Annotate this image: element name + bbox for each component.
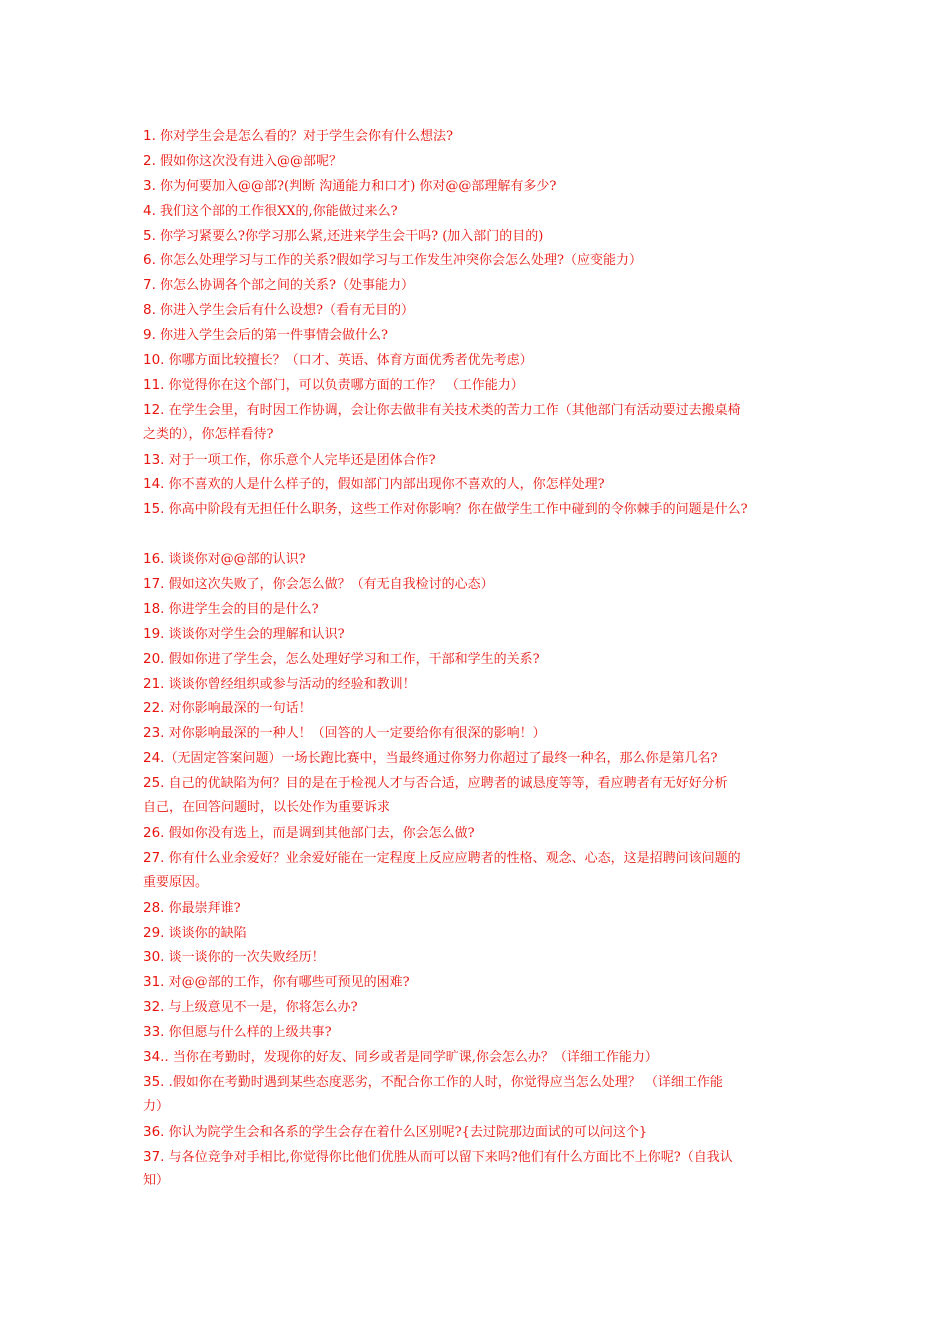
question-line [143,273,815,298]
question-number: 32. [143,999,165,1016]
question-text: （无固定答案问题）一场长跑比赛中，当最终通过你努力你超过了最终一种名，那么你是第几名? [164,751,718,767]
question-continuation-line [143,796,815,821]
question-text: 重要原因。 [143,874,209,890]
question-text: 你怎么协调各个部之间的关系?（处事能力） [155,278,414,294]
question-text: 你高中阶段有无担任什么职务，这些工作对你影响？你在做学生工作中碰到的令你棘手的问题是什么? [164,502,748,518]
question-text: 知） [143,1173,170,1189]
question-text: 力） [143,1098,170,1114]
question-text: 之类的），你怎样看待? [143,426,274,442]
question-line [143,896,815,921]
question-text: 对于一项工作，你乐意个人完毕还是团体合作? [164,452,436,468]
question-line [143,1070,815,1095]
question-text: 我们这个部的工作很XX的,你能做过来么? [155,203,398,219]
question-line [143,746,815,771]
question-text: 你进学生会的目的是什么? [164,601,319,617]
question-text: 你怎么处理学习与工作的关系?假如学习与工作发生冲突你会怎么处理?（应变能力） [155,253,642,269]
question-text: 在学生会里，有时因工作协调，会让你去做非有关技术类的苦力工作（其他部门有活动要过去搬桌椅 [164,402,741,418]
question-line [143,597,815,622]
question-text: 你认为院学生会和各系的学生会存在着什么区别呢?{去过院那边面试的可以问这个} [164,1124,648,1140]
question-number: 29. [143,924,165,941]
question-text: 对@@部的工作，你有哪些可预见的困难? [164,975,410,991]
question-continuation-line [143,1095,815,1120]
question-text: 谈谈你曾经组织或参与活动的经验和教训！ [164,676,416,692]
question-line [143,472,815,497]
question-text: 与各位竞争对手相比,你觉得你比他们优胜从而可以留下来吗?他们有什么方面比不上你呢?（自我认 [164,1149,733,1165]
question-line [143,945,815,970]
question-number: 11. [143,376,165,393]
question-text: 你不喜欢的人是什么样子的，假如部门内部出现你不喜欢的人，你怎样处理? [164,477,605,493]
question-text: 假如你没有选上，而是调到其他部门去，你会怎么做? [164,825,475,841]
question-line [143,1045,815,1070]
blank-line [143,522,815,547]
question-number: 26. [143,824,165,841]
question-number: 4. [143,202,156,219]
question-number: 3. [143,177,156,194]
question-number: 9. [143,327,156,344]
question-line [143,199,815,224]
question-line [143,1020,815,1045]
question-number: 7. [143,277,156,294]
question-text: 你有什么业余爱好？业余爱好能在一定程度上反应应聘者的性格、观念、心态，这是招聘问该问题的 [164,850,741,866]
question-line [143,771,815,796]
question-text: 对你影响最深的一种人！（回答的人一定要给你有很深的影响！） [164,726,546,742]
question-number: 1. [143,128,156,144]
question-number: 12. [143,401,165,418]
question-number: 31. [143,974,165,991]
question-text: 自己，在回答问题时，以长处作为重要诉求 [143,800,391,816]
question-number: 2. [143,152,156,169]
question-number: 36. [143,1123,165,1140]
question-number: 20. [143,650,165,667]
question-line [143,672,815,697]
question-line [143,921,815,946]
question-text: 假如你这次没有进入@@部呢？ [155,153,343,169]
question-number: 33. [143,1024,165,1041]
question-line [143,572,815,597]
question-line [143,149,815,174]
question-number: 17. [143,576,165,593]
question-line [143,124,815,149]
question-number: 25. [143,775,165,792]
question-number: 22. [143,700,165,717]
question-number: 35. [143,1073,165,1090]
question-text: 假如这次失败了，你会怎么做？（有无自我检讨的心态） [164,577,494,593]
question-line [143,721,815,746]
question-line [143,995,815,1020]
question-text: 对你影响最深的一句话！ [164,701,312,717]
question-number: 21. [143,675,165,692]
question-text: 你觉得你在这个部门，可以负责哪方面的工作？ （工作能力） [164,377,524,393]
question-number: 14. [143,476,165,493]
document-body [143,124,815,1194]
question-text: 与上级意见不一是，你将怎么办? [164,1000,358,1016]
question-line [143,224,815,249]
question-text: 谈谈你对@@部的认识? [164,552,306,568]
question-text: .假如你在考勤时遇到某些态度恶劣，不配合你工作的人时，你觉得应当怎么处理？ （详细工作能 [164,1074,723,1090]
question-line [143,323,815,348]
question-number: 28. [143,899,165,916]
question-text: 你哪方面比较擅长？（口才、英语、体育方面优秀者优先考虑） [164,353,533,369]
question-text: 你为何要加入@@部?(判断 沟通能力和口才) 你对@@部理解有多少? [155,178,557,194]
question-number: 18. [143,600,165,617]
question-continuation-line [143,1169,815,1194]
question-line [143,622,815,647]
question-number: 10. [143,352,165,369]
question-text: 谈谈你的缺陷 [164,925,247,941]
question-number: 23. [143,725,165,742]
question-number: 37. [143,1148,165,1165]
question-text: 谈一谈你的一次失败经历！ [164,950,325,966]
question-text: 你进入学生会后有什么设想?（看有无目的） [155,303,414,319]
question-text: 你进入学生会后的第一件事情会做什么? [155,328,388,344]
question-continuation-line [143,871,815,896]
question-text: 你学习紧要么?你学习那么紧,还进来学生会干吗? (加入部门的目的) [155,228,544,244]
question-number: 15. [143,501,165,518]
question-text: . 当你在考勤时，发现你的好友、同乡或者是同学旷课,你会怎么办？（详细工作能力） [164,1049,658,1065]
question-number: 19. [143,625,165,642]
question-line [143,497,815,522]
question-line [143,248,815,273]
question-line [143,174,815,199]
question-number: 5. [143,227,156,244]
question-line [143,373,815,398]
question-number: 30. [143,949,165,966]
question-text: 你最崇拜谁? [164,900,241,916]
question-line [143,448,815,473]
question-number: 8. [143,302,156,319]
question-text: 你对学生会是怎么看的？对于学生会你有什么想法? [155,129,453,144]
question-number: 16. [143,551,165,568]
question-number: 24. [143,750,165,767]
question-text: 自己的优缺陷为何？目的是在于检视人才与否合适，应聘者的诚恳度等等，看应聘者有无好好分析 [164,776,728,792]
question-line [143,298,815,323]
question-line [143,647,815,672]
question-text: 假如你进了学生会，怎么处理好学习和工作，干部和学生的关系? [164,651,540,667]
question-line [143,547,815,572]
question-continuation-line [143,423,815,448]
question-line [143,348,815,373]
question-line [143,846,815,871]
question-line [143,970,815,995]
question-line [143,821,815,846]
question-text: 谈谈你对学生会的理解和认识? [164,626,345,642]
question-text: 你但愿与什么样的上级共事? [164,1025,332,1041]
question-line [143,696,815,721]
question-number: 13. [143,451,165,468]
question-number: 27. [143,849,165,866]
question-line [143,1145,815,1170]
question-line [143,1120,815,1145]
question-line [143,398,815,423]
question-number: 34. [143,1048,165,1065]
question-number: 6. [143,252,156,269]
